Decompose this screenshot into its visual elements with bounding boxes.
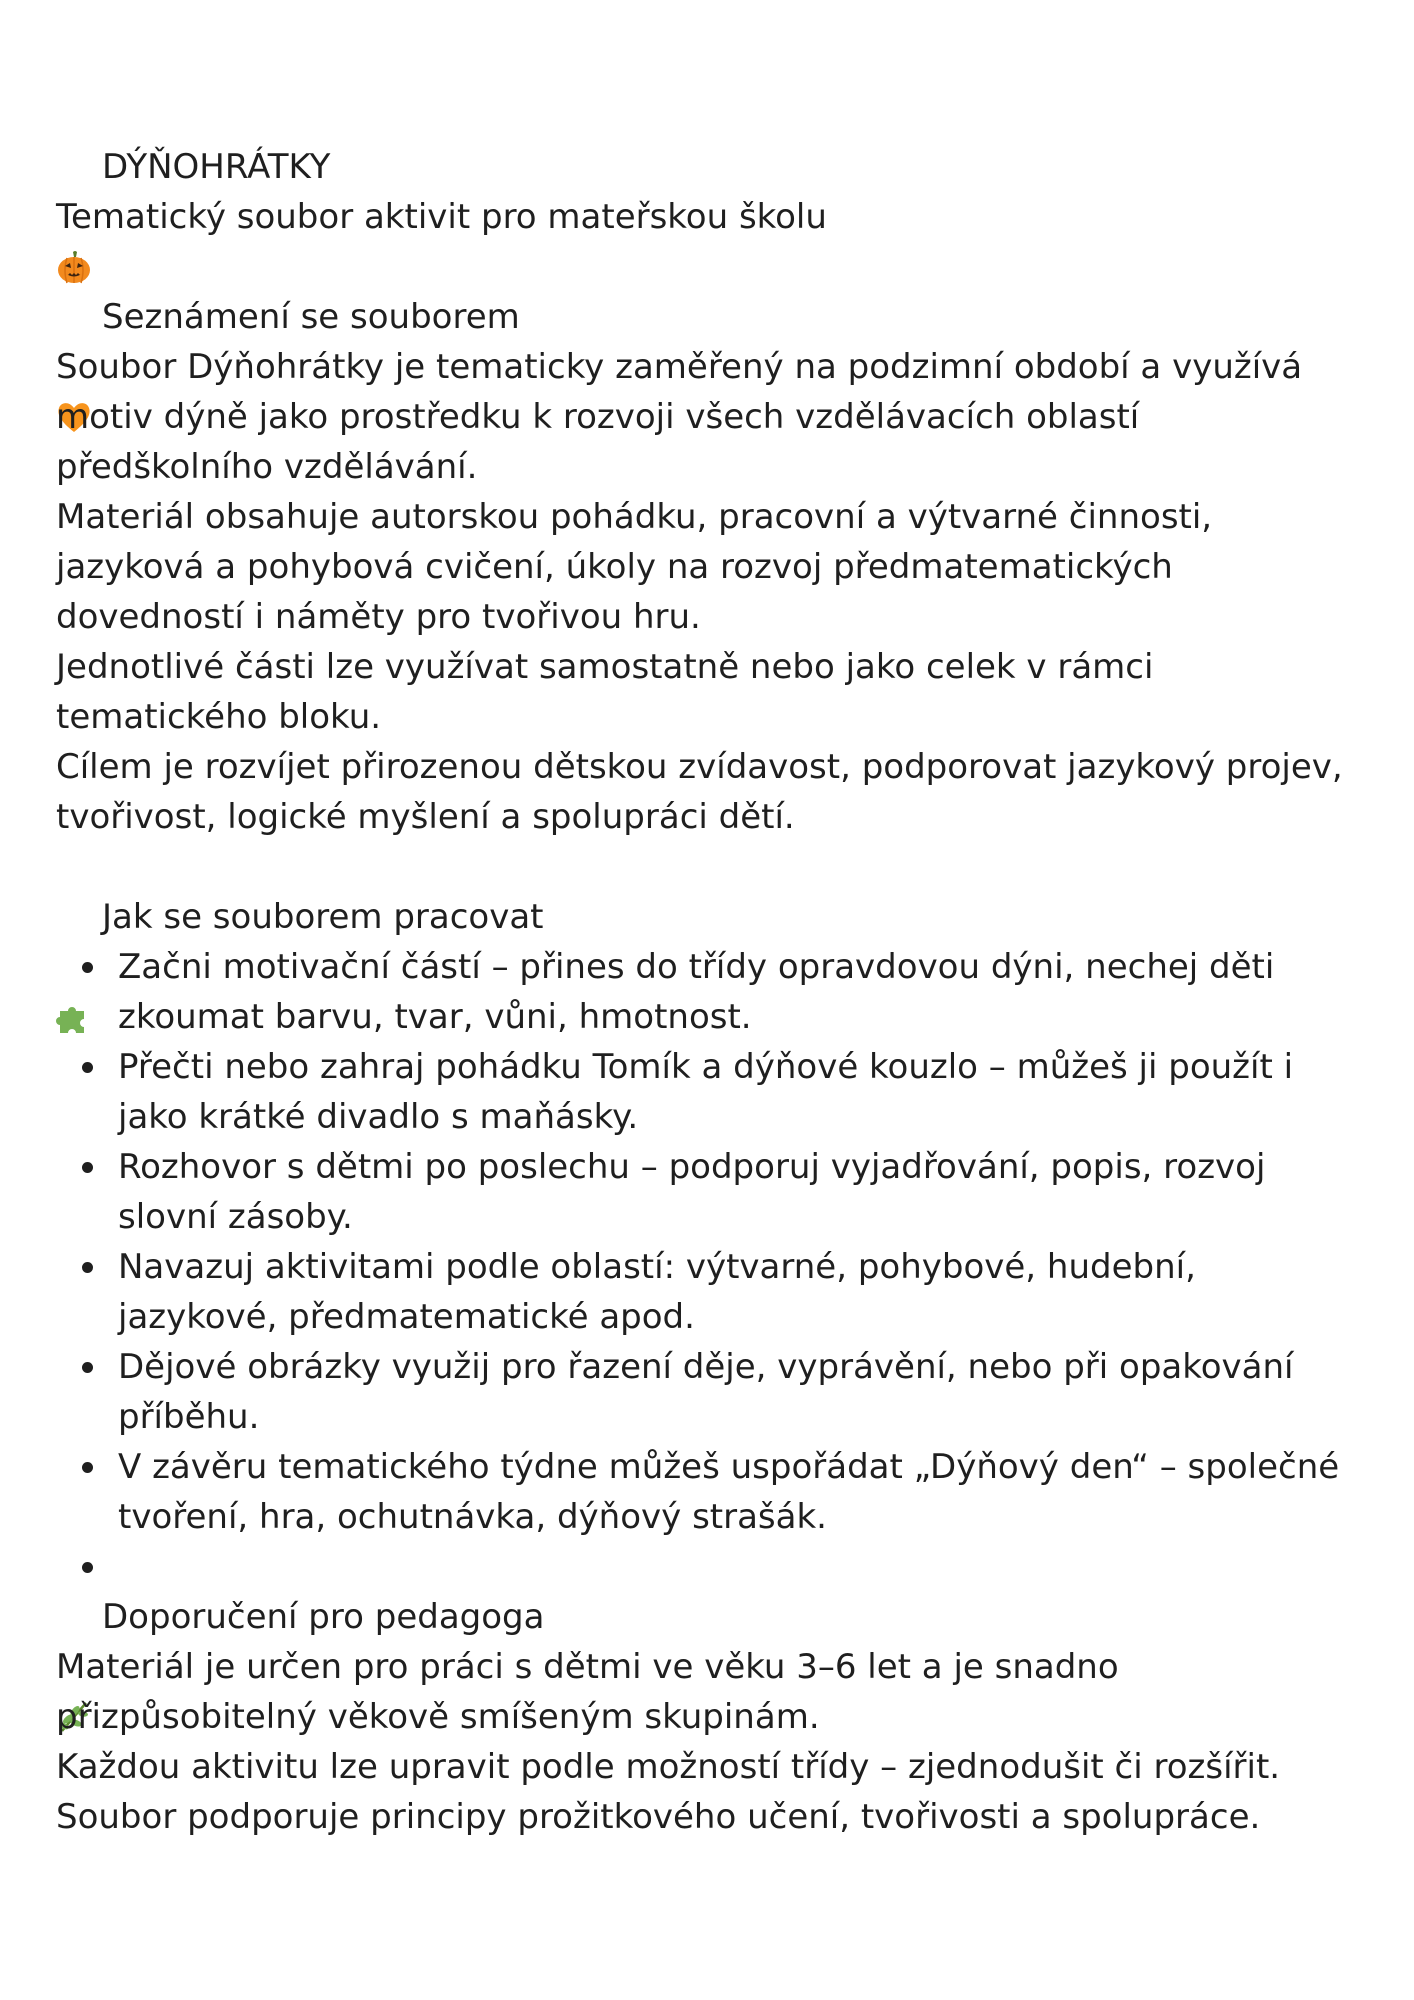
puzzle-piece-icon — [56, 899, 92, 935]
spacer — [56, 842, 1346, 892]
section-heading-text: Jak se souborem pracovat — [102, 897, 544, 937]
herb-icon — [56, 1599, 92, 1635]
list-item: V závěru tematického týdne můžeš uspořádat „Dýňový den“ – společné tvoření, hra, ochutnávka, dýňový strašák. — [56, 1442, 1346, 1542]
tips-paragraph: Materiál je určen pro práci s dětmi ve věku 3–6 let a je snadno přizpůsobitelný věkově smíšeným skupinám. — [56, 1647, 1119, 1737]
section-heading-tips — [56, 1592, 1346, 1642]
section-heading-howto — [56, 892, 1346, 942]
section-heading-text: Seznámení se souborem — [102, 297, 520, 337]
title-text: DÝŇOHRÁTKY — [102, 147, 331, 187]
list-item: Přečti nebo zahraj pohádku Tomík a dýňové kouzlo – můžeš ji použít i jako krátké divadlo s maňásky. — [56, 1042, 1346, 1142]
list-item: Začni motivační částí – přines do třídy opravdovou dýni, nechej děti zkoumat barvu, tvar, vůni, hmotnost. — [56, 942, 1346, 1042]
intro-paragraph: Cílem je rozvíjet přirozenou dětskou zvídavost, podporovat jazykový projev, tvořivost, logické myšlení a spolupráci dětí. — [56, 747, 1343, 837]
section-heading-text: Doporučení pro pedagoga — [102, 1597, 545, 1637]
intro-paragraph: Soubor Dýňohrátky je tematicky zaměřený na podzimní období a využívá motiv dýně jako prostředku k rozvoji všech vzdělávacích oblastí předškolního vzdělávání. — [56, 347, 1303, 487]
list-item: Dějové obrázky využij pro řazení děje, vyprávění, nebo při opakování příběhu. — [56, 1342, 1346, 1442]
document-page — [56, 142, 1346, 1842]
document-title — [56, 142, 1346, 192]
pumpkin-icon — [56, 149, 92, 185]
subtitle: Tematický soubor aktivit pro mateřskou školu — [56, 197, 827, 237]
orange-heart-icon — [56, 299, 92, 335]
section-heading-intro — [56, 292, 1346, 342]
howto-list — [56, 942, 1346, 1592]
intro-paragraph: Materiál obsahuje autorskou pohádku, pracovní a výtvarné činnosti, jazyková a pohybová cvičení, úkoly na rozvoj předmatematických dovedností i náměty pro tvořivou hru. — [56, 497, 1213, 637]
spacer — [56, 242, 1346, 292]
tips-paragraph: Každou aktivitu lze upravit podle možností třídy – zjednodušit či rozšířit. — [56, 1747, 1281, 1787]
list-item-empty — [56, 1542, 1346, 1592]
list-item: Rozhovor s dětmi po poslechu – podporuj vyjadřování, popis, rozvoj slovní zásoby. — [56, 1142, 1346, 1242]
list-item: Navazuj aktivitami podle oblastí: výtvarné, pohybové, hudební, jazykové, předmatematické apod. — [56, 1242, 1346, 1342]
intro-paragraph: Jednotlivé části lze využívat samostatně nebo jako celek v rámci tematického bloku. — [56, 647, 1154, 737]
tips-paragraph: Soubor podporuje principy prožitkového učení, tvořivosti a spolupráce. — [56, 1797, 1261, 1837]
